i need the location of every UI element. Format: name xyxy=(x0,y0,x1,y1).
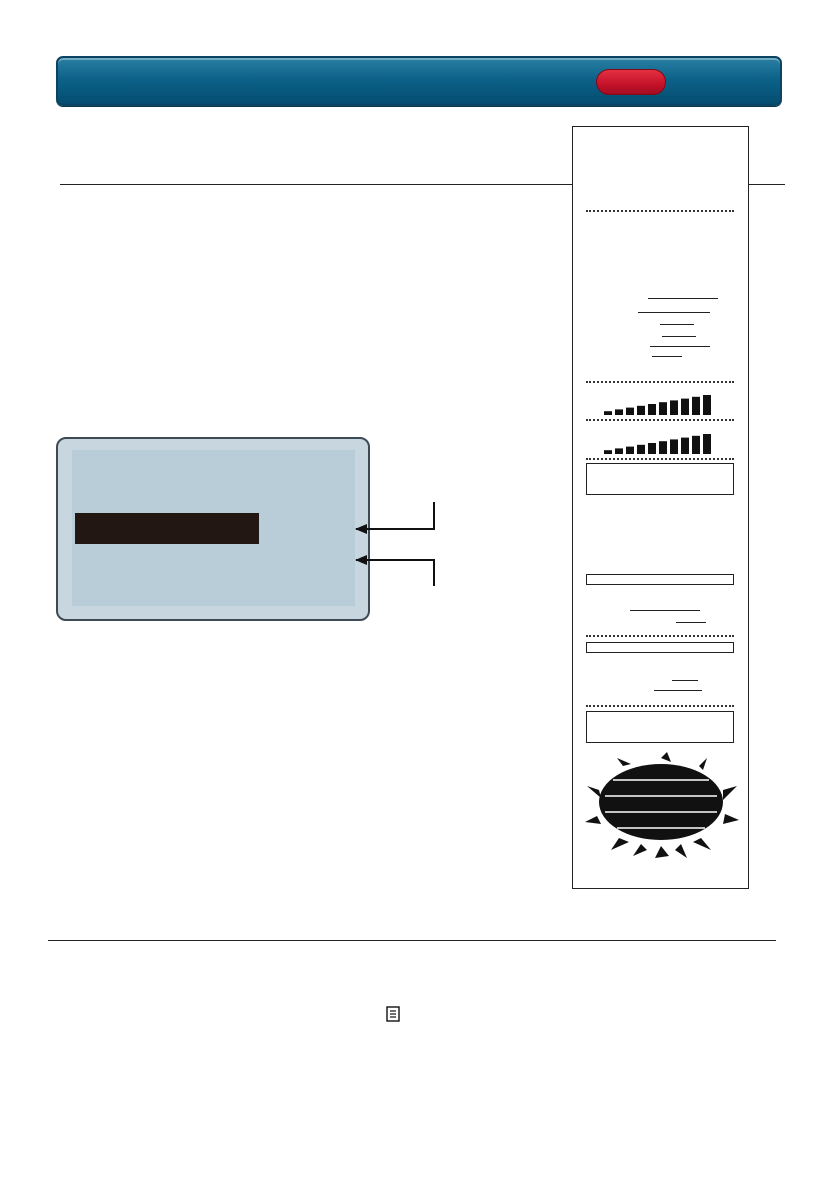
signal-bar xyxy=(692,436,700,454)
signal-bar xyxy=(681,399,689,415)
lcd-highlight-bar xyxy=(75,513,259,544)
receipt-separator xyxy=(586,381,734,383)
signal-bars xyxy=(604,434,716,454)
header-banner xyxy=(56,56,782,106)
signal-bar xyxy=(692,397,700,415)
signal-bar xyxy=(615,409,623,415)
receipt-bar xyxy=(586,642,734,653)
signal-bar xyxy=(703,395,711,415)
signal-bar xyxy=(670,439,678,454)
receipt-underline xyxy=(650,346,710,347)
signal-bars xyxy=(604,395,716,415)
signal-bar xyxy=(648,404,656,415)
signal-bar xyxy=(637,445,645,454)
receipt-underline xyxy=(672,680,698,681)
receipt-underline xyxy=(662,336,696,337)
signal-bar xyxy=(659,402,667,415)
signal-bar xyxy=(648,443,656,454)
signal-bar xyxy=(626,447,634,454)
receipt-separator xyxy=(586,458,734,460)
callout-arrows xyxy=(340,490,450,590)
receipt-separator xyxy=(586,635,734,637)
receipt-underline xyxy=(660,324,694,325)
receipt-separator xyxy=(586,419,734,421)
receipt-box xyxy=(586,463,734,495)
signal-bar xyxy=(659,441,667,454)
receipt-separator xyxy=(586,210,734,212)
receipt-bar xyxy=(586,574,734,585)
callout-arrow-lower xyxy=(356,560,434,586)
receipt-underline xyxy=(648,298,718,299)
bottom-divider xyxy=(48,940,776,941)
document-icon xyxy=(386,1006,400,1022)
signal-bar xyxy=(670,400,678,415)
starburst-stamp-graphic xyxy=(583,750,739,860)
receipt-separator xyxy=(586,705,734,707)
callout-arrow-upper xyxy=(356,502,434,529)
signal-bar xyxy=(604,411,612,415)
receipt-underline xyxy=(676,622,706,623)
signal-bar xyxy=(637,406,645,415)
signal-bar xyxy=(626,408,634,415)
signal-bar xyxy=(604,450,612,454)
header-badge xyxy=(596,69,666,95)
receipt-underline xyxy=(652,356,682,357)
receipt-underline xyxy=(654,690,702,691)
receipt-underline xyxy=(638,312,710,313)
signal-bar xyxy=(615,448,623,454)
receipt-box xyxy=(586,711,734,743)
signal-bar xyxy=(681,438,689,454)
receipt-underline xyxy=(630,610,700,611)
signal-bar xyxy=(703,434,711,454)
